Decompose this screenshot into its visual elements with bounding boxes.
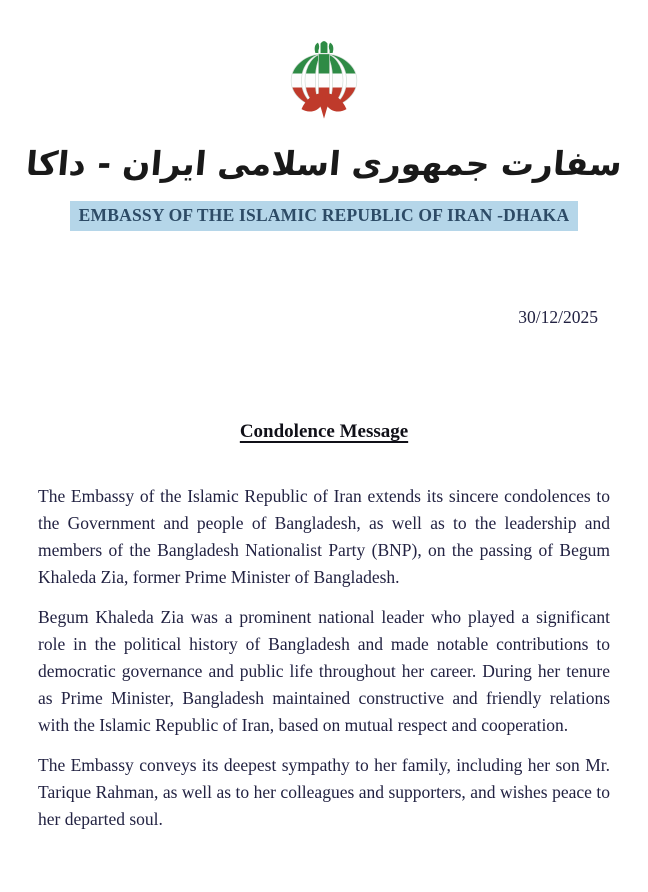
persian-calligraphy-title: سفارت جمهوری اسلامی ایران - داکا — [24, 144, 624, 183]
logo-container — [0, 0, 648, 123]
embassy-name-banner: EMBASSY OF THE ISLAMIC REPUBLIC OF IRAN -DHAKA — [70, 201, 579, 231]
document-title: Condolence Message — [239, 421, 409, 442]
condolence-paragraph-2: Begum Khaleda Zia was a prominent national leader who played a significant role in the political history of Bangladesh and made notable contributions to democratic governance and public life throughout her career. During her tenure as Prime Minister, Bangladesh maintained constructive and friendly relations with the Islamic Republic of Iran, based on mutual respect and cooperation. — [38, 607, 610, 735]
letter-body — [38, 483, 610, 833]
document-date: 30/12/2025 — [518, 307, 598, 327]
iran-emblem-icon — [272, 40, 376, 123]
embassy-banner-row — [0, 201, 648, 231]
condolence-paragraph-3: The Embassy conveys its deepest sympathy to her family, including her son Mr. Tarique Rahman, as well as to her colleagues and supporters, and wishes peace to her departed soul. — [38, 755, 610, 829]
condolence-paragraph-1: The Embassy of the Islamic Republic of Iran extends its sincere condolences to the Government and people of Bangladesh, as well as to the leadership and members of the Bangladesh Nationalist Party (BNP), on the passing of Begum Khaleda Zia, former Prime Minister of Bangladesh. — [38, 486, 610, 587]
title-row — [0, 421, 648, 443]
